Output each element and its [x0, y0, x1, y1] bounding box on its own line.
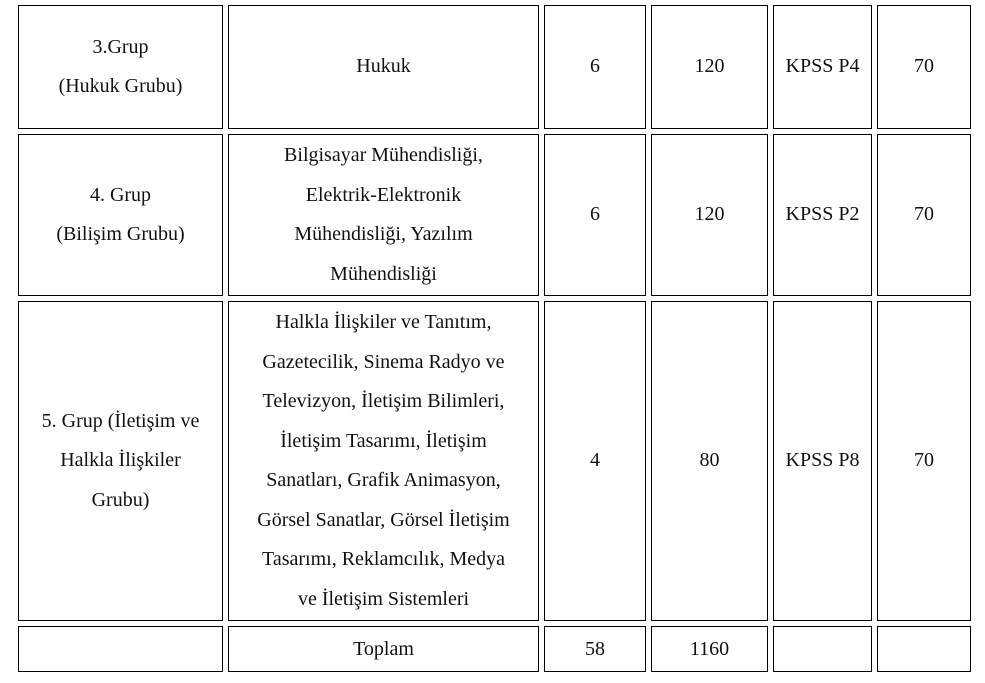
min-score-cell: 70	[877, 5, 971, 129]
field-cell	[228, 134, 539, 296]
count-cell: 6	[544, 134, 646, 296]
group-line: 4. Grup	[89, 183, 152, 206]
score-type-cell: KPSS P8	[773, 301, 872, 621]
field-line: Mühendisliği	[330, 262, 437, 285]
score-type-cell: KPSS P2	[773, 134, 872, 296]
field-line: Sanatları, Grafik Animasyon,	[266, 469, 501, 491]
group-line: 5. Grup (İletişim ve	[41, 409, 200, 432]
empty-cell	[877, 626, 971, 672]
empty-cell	[773, 626, 872, 672]
recruitment-table	[13, 0, 976, 677]
field-line: Elektrik-Elektronik	[305, 183, 462, 206]
table-row	[18, 5, 971, 129]
count-cell: 4	[544, 301, 646, 621]
total-label-cell: Toplam	[228, 626, 539, 672]
total-count-cell: 58	[544, 626, 646, 672]
field-line: Mühendisliği, Yazılım	[294, 223, 473, 245]
table-row	[18, 134, 971, 296]
field-line: Televizyon, İletişim Bilimleri,	[262, 390, 505, 412]
field-line: Hukuk	[356, 55, 411, 78]
field-line: Halkla İlişkiler ve Tanıtım,	[275, 311, 492, 333]
group-line: (Bilişim Grubu)	[56, 223, 185, 245]
field-line: Görsel Sanatlar, Görsel İletişim	[257, 508, 510, 531]
group-line: 3.Grup	[92, 35, 149, 58]
number-cell: 120	[651, 134, 768, 296]
group-line: (Hukuk Grubu)	[58, 75, 183, 97]
field-cell	[228, 5, 539, 129]
group-cell	[18, 5, 223, 129]
number-cell: 120	[651, 5, 768, 129]
field-line: ve İletişim Sistemleri	[297, 587, 470, 610]
group-line: Grubu)	[91, 488, 150, 511]
field-cell	[228, 301, 539, 621]
group-line: Halkla İlişkiler	[60, 449, 181, 472]
min-score-cell: 70	[877, 301, 971, 621]
total-row	[18, 626, 971, 672]
empty-cell	[18, 626, 223, 672]
field-line: Bilgisayar Mühendisliği,	[284, 144, 483, 166]
group-cell	[18, 134, 223, 296]
score-type-cell: KPSS P4	[773, 5, 872, 129]
group-cell	[18, 301, 223, 621]
count-cell: 6	[544, 5, 646, 129]
field-line: İletişim Tasarımı, İletişim	[280, 429, 487, 452]
total-number-cell: 1160	[651, 626, 768, 672]
min-score-cell: 70	[877, 134, 971, 296]
table-row	[18, 301, 971, 621]
field-line: Gazetecilik, Sinema Radyo ve	[262, 350, 505, 373]
number-cell: 80	[651, 301, 768, 621]
field-line: Tasarımı, Reklamcılık, Medya	[262, 548, 505, 570]
